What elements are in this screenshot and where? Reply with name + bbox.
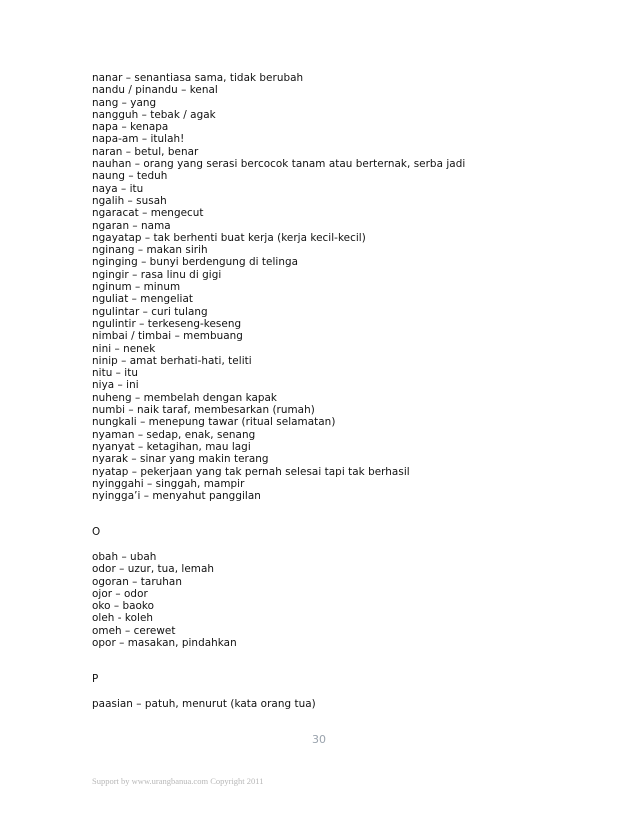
entry: naya – itu	[92, 182, 144, 195]
entry: napa – kenapa	[92, 121, 169, 134]
entry: ngulintir – terkeseng-keseng	[92, 317, 242, 330]
entry: nginang – makan sirih	[92, 244, 208, 257]
section-o	[92, 526, 572, 649]
entry: obah – ubah	[92, 550, 157, 563]
entry: nangguh – tebak / agak	[92, 108, 216, 121]
entry: nauhan – orang yang serasi bercocok tanam atau berternak, serba jadi	[92, 158, 466, 171]
entry: nginum – minum	[92, 281, 181, 294]
entry: nang – yang	[92, 96, 157, 109]
entry: nandu / pinandu – kenal	[92, 84, 218, 97]
entry: nyatap – pekerjaan yang tak pernah selesai tapi tak berhasil	[92, 465, 410, 478]
entry: nimbai / timbai – membuang	[92, 330, 243, 343]
entry: nini – nenek	[92, 342, 156, 355]
entry: ngaran – nama	[92, 219, 171, 232]
entry: niya – ini	[92, 379, 139, 392]
entry: ojor – odor	[92, 587, 148, 600]
entry: nginging – bunyi berdengung di telinga	[92, 256, 299, 269]
entry: napa-am – itulah!	[92, 133, 185, 146]
entry: nyarak – sinar yang makin terang	[92, 453, 269, 466]
entry: nyinggahi – singgah, mampir	[92, 477, 245, 490]
entry: ngingir – rasa linu di gigi	[92, 268, 222, 281]
entry: nitu – itu	[92, 367, 138, 380]
entry: paasian – patuh, menurut (kata orang tua)	[92, 697, 316, 710]
entry: ngaracat – mengecut	[92, 207, 204, 220]
entry: nyanyat – ketagihan, mau lagi	[92, 440, 251, 453]
entry: ogoran – taruhan	[92, 575, 182, 588]
section-n	[92, 72, 572, 502]
entry: oko – baoko	[92, 600, 155, 613]
entry: nuheng – membelah dengan kapak	[92, 391, 278, 404]
entry: numbi – naik taraf, membesarkan (rumah)	[92, 404, 315, 417]
entry: odor – uzur, tua, lemah	[92, 563, 215, 576]
page-number: 30	[312, 733, 326, 746]
entry: ngalih – susah	[92, 194, 167, 207]
entry: nyingga’i – menyahut panggilan	[92, 490, 261, 503]
entry: oleh - koleh	[92, 612, 154, 625]
section-p	[92, 673, 572, 710]
section-letter-heading: O	[92, 526, 101, 539]
entry: nguliat – mengeliat	[92, 293, 194, 306]
entry: naung – teduh	[92, 170, 168, 183]
footer-credit: Support by www.urangbanua.com Copyright 2011	[92, 776, 264, 786]
entry: nanar – senantiasa sama, tidak berubah	[92, 72, 304, 84]
section-letter-heading: P	[92, 673, 99, 686]
entry: nyaman – sedap, enak, senang	[92, 428, 256, 441]
entry: ngayatap – tak berhenti buat kerja (kerja kecil-kecil)	[92, 231, 366, 244]
entry: opor – masakan, pindahkan	[92, 637, 237, 650]
glossary-entries	[92, 72, 572, 710]
entry: omeh – cerewet	[92, 624, 176, 637]
entry: ninip – amat berhati-hati, teliti	[92, 354, 252, 367]
entry: ngulintar – curi tulang	[92, 305, 208, 318]
entry: nungkali – menepung tawar (ritual selamatan)	[92, 416, 336, 429]
entry: naran – betul, benar	[92, 145, 199, 158]
